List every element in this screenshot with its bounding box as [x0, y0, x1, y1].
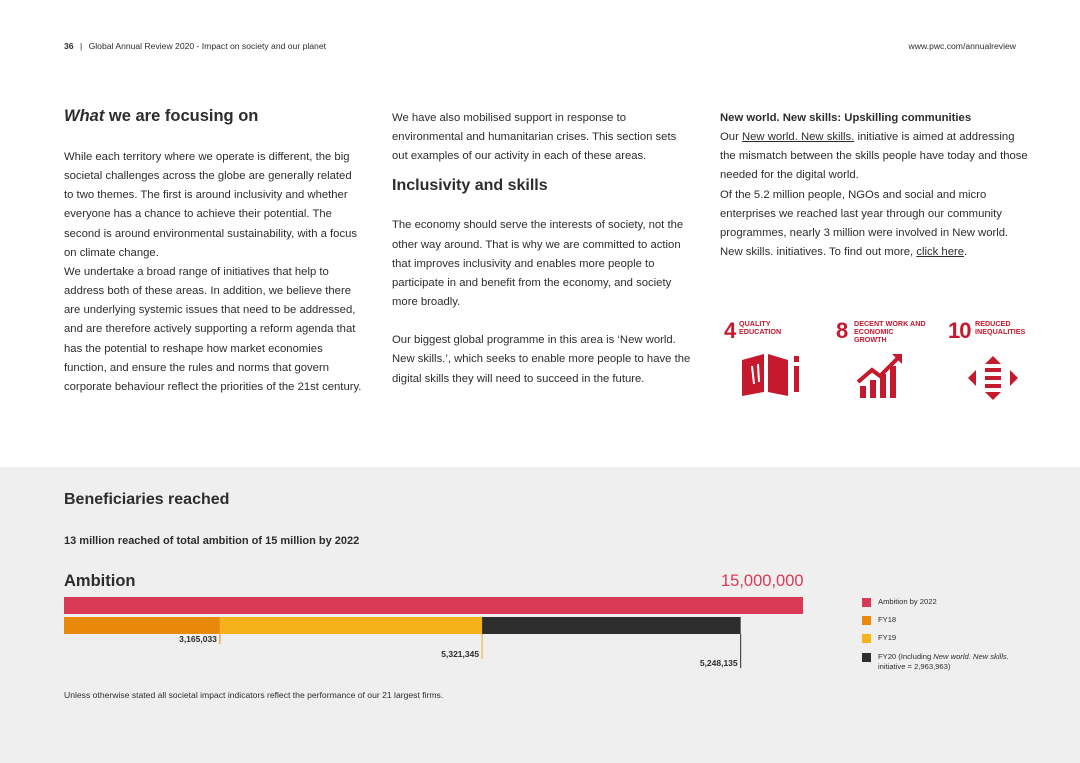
- data-label-fy20: 5,248,135: [699, 658, 738, 668]
- p2-post: .: [964, 246, 968, 259]
- p1-pre: Our: [720, 131, 742, 144]
- bar-fy20: [482, 617, 741, 634]
- beneficiaries-subtitle: 13 million reached of total ambition of 15 million by 2022: [64, 535, 360, 547]
- sdg-4-quality-education: [724, 316, 814, 408]
- legend-swatch: [862, 598, 871, 607]
- sdg-number: 8: [836, 318, 848, 343]
- p1-post: initiative is aimed at addressing the mismatch between the skills people have today and those needed for the digital world.: [720, 131, 1028, 182]
- chart-title: Ambition: [64, 572, 136, 590]
- new-world-new-skills-link[interactable]: New world. New skills.: [741, 131, 855, 144]
- header-left: [64, 41, 326, 51]
- sdg-title: [854, 320, 926, 344]
- inclusivity-heading: Inclusivity and skills: [392, 177, 548, 195]
- click-here-link[interactable]: click here: [916, 246, 965, 259]
- sdg-title-line2: EDUCATION: [739, 327, 782, 336]
- legend-swatch: [862, 634, 871, 643]
- legend-swatch: [862, 616, 871, 625]
- footnote: Unless otherwise stated all societal impact indicators reflect the performance of our 21 largest firms.: [64, 690, 444, 700]
- focus-heading-emphasis: What: [64, 107, 105, 125]
- sdg-title: [739, 320, 781, 336]
- sdg-title-line2: INEQUALITIES: [975, 327, 1026, 336]
- column-upskilling: [720, 109, 1030, 262]
- header-separator: |: [79, 41, 83, 51]
- sdg-title-line1: QUALITY: [739, 319, 771, 328]
- focus-paragraph-1: While each territory where we operate is different, the big societal challenges across the globe are generally related to two themes. The first is around inclusivity and whether everyone has a chance to achieve their potential. The second is around environmental sustainability, with a focus on climate change.: [64, 151, 358, 259]
- sdg-icons: [724, 316, 1024, 408]
- sdg-title-line2: ECONOMIC GROWTH: [854, 327, 894, 344]
- upskilling-paragraph-2: [720, 186, 1030, 263]
- upskilling-heading: New world. New skills: Upskilling communities: [720, 112, 972, 124]
- data-label-fy18: 3,165,033: [179, 634, 217, 644]
- legend-label: FY18: [878, 615, 897, 624]
- sdg-number: 4: [724, 318, 736, 343]
- legend-label: FY19: [878, 633, 897, 642]
- focus-heading: [64, 106, 364, 126]
- p2-pre: Of the 5.2 million people, NGOs and social and micro enterprises we reached last year through our community programmes, nearly 3 million were involved in New world. New skills. initiatives. To find out more,: [720, 188, 1009, 259]
- data-label-fy19: 5,321,345: [441, 649, 480, 659]
- page-number: 36: [64, 41, 74, 51]
- legend-label: FY20 (Including New world. New skills. initiative = 2,963,963): [878, 652, 1009, 671]
- page-header: [64, 41, 1016, 55]
- book-pencil-icon: [740, 352, 802, 396]
- bar-ambition: [64, 597, 803, 614]
- focus-heading-rest: we are focusing on: [104, 107, 259, 125]
- document-title: Global Annual Review 2020 - Impact on society and our planet: [88, 41, 327, 51]
- sdg-title-line1: DECENT WORK AND: [854, 319, 926, 328]
- ambition-value-label: 15,000,000: [721, 572, 804, 590]
- legend-label: Ambition by 2022: [878, 597, 937, 606]
- beneficiaries-heading: Beneficiaries reached: [64, 491, 230, 508]
- sdg-8-decent-work: [836, 316, 926, 408]
- sdg-10-reduced-inequalities: [948, 316, 1038, 408]
- programme-paragraph: Our biggest global programme in this area is ‘New world. New skills.’, which seeks to enable more people to have the digital skills they will need to succeed in the future.: [392, 334, 691, 385]
- legend-swatch: [862, 653, 871, 662]
- upskilling-paragraph-1: [720, 128, 1030, 185]
- equality-arrows-icon: [966, 354, 1020, 402]
- bar-fy18: [64, 617, 220, 634]
- sdg-number: 10: [948, 318, 971, 343]
- website-url[interactable]: www.pwc.com/annualreview: [908, 41, 1016, 51]
- bar-fy19: [220, 617, 482, 634]
- column-inclusivity: [392, 109, 692, 389]
- column-focus: [64, 106, 364, 397]
- sdg-title-line1: REDUCED: [975, 319, 1011, 328]
- growth-chart-icon: [856, 352, 906, 400]
- focus-paragraph-2: We undertake a broad range of initiatives that help to address both of these areas. In addition, we believe there are underlying systemic issues that need to be addressed, and are therefore actively supporting a reform agenda that has the potential to reshape how market economies function, and ensure the rules and norms that govern corporate behaviour reflect the priorities of the 21st century.: [64, 265, 362, 393]
- sdg-title: [975, 320, 1025, 336]
- mobilised-support-paragraph: We have also mobilised support in response to environmental and humanitarian crises. This section sets out examples of our activity in each of these areas.: [392, 112, 677, 163]
- inclusivity-paragraph: The economy should serve the interests of society, not the other way around. That is why we are committed to action that improves inclusivity and enables more people to participate in and benefit from the economy, and society more broadly.: [392, 219, 684, 309]
